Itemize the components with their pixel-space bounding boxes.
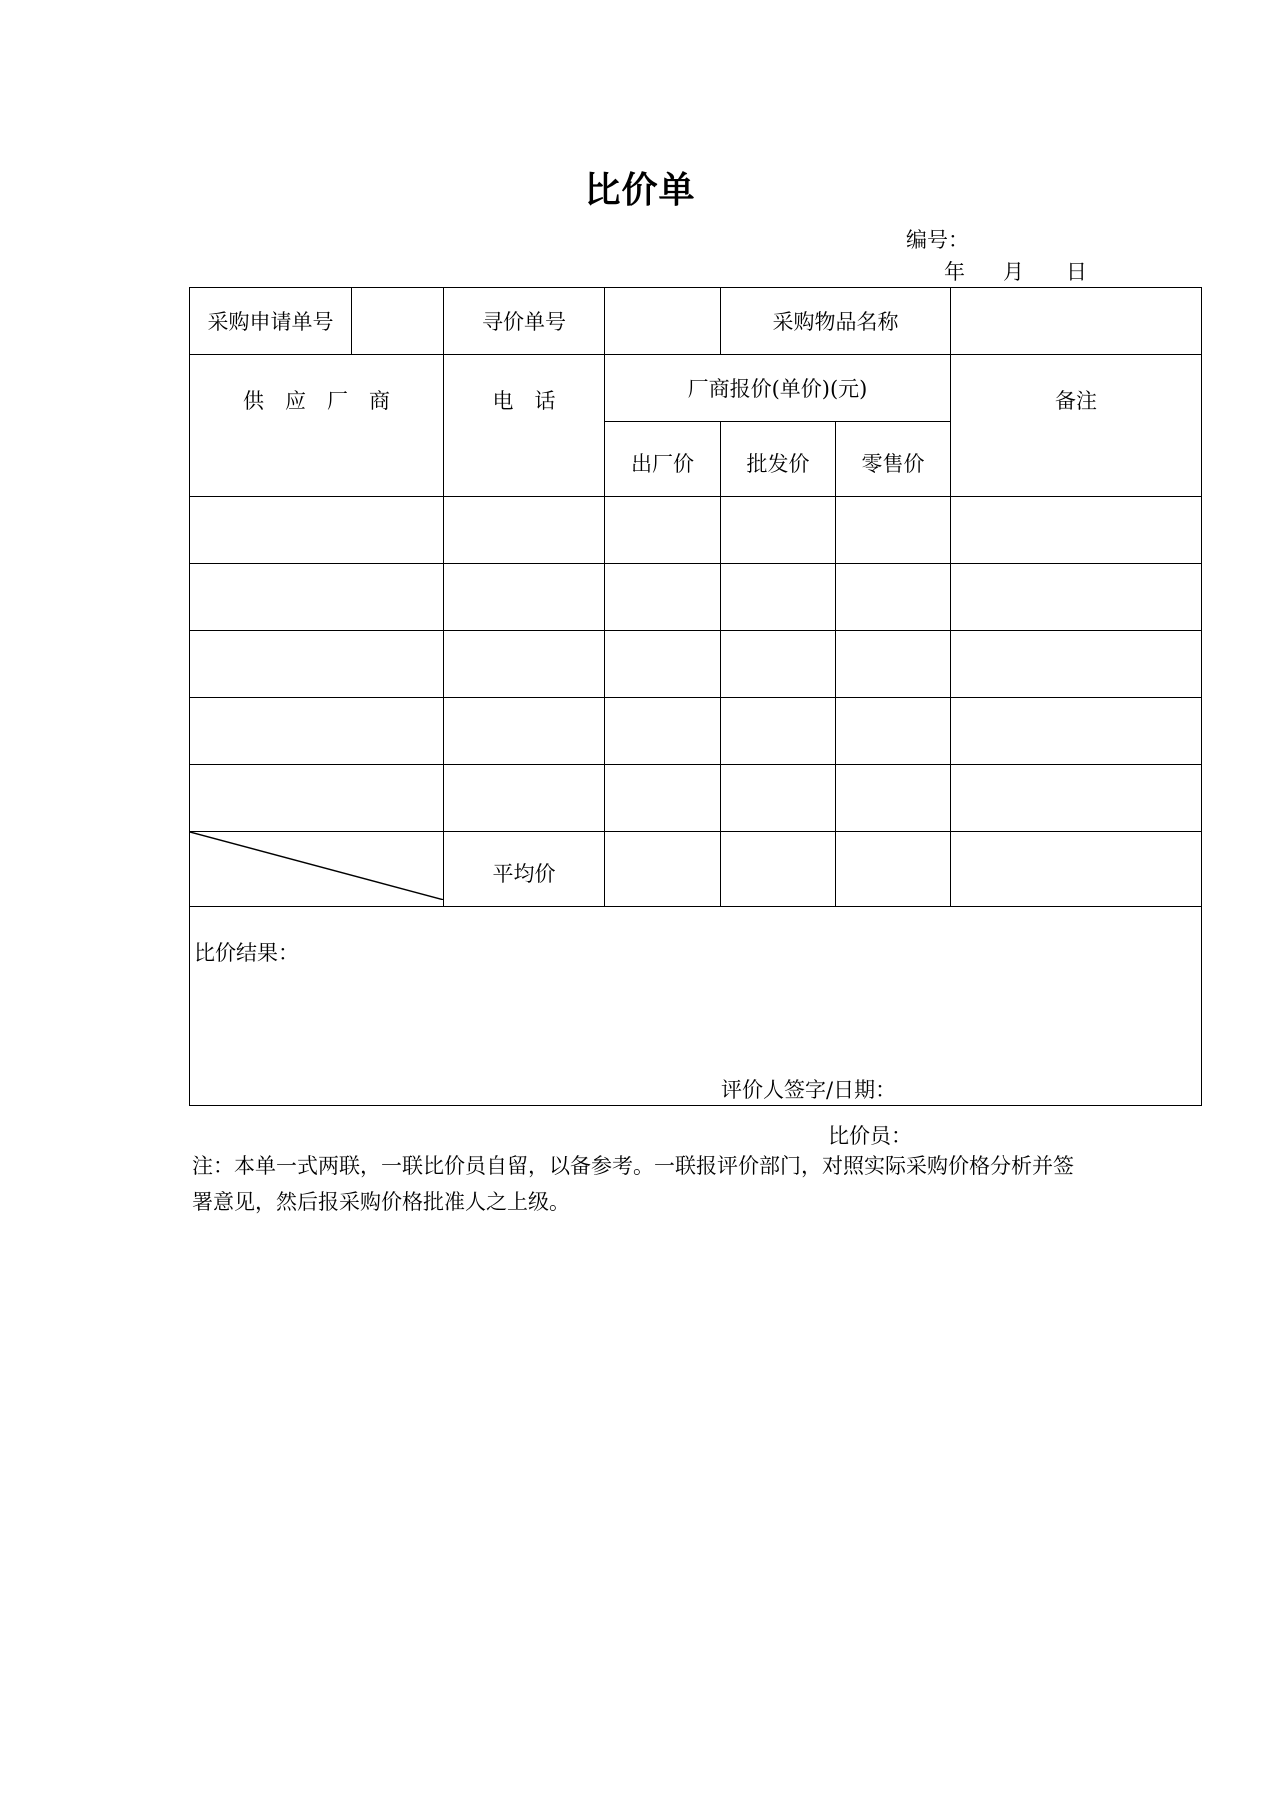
month-label: 月 [1003,260,1024,284]
supplier-header [190,355,444,497]
remark-cell[interactable] [951,698,1202,765]
avg-factory-price-cell[interactable] [605,832,721,907]
result-label: 比价结果： [194,941,299,965]
retail-price-cell[interactable] [836,765,951,832]
factory-price-cell[interactable] [605,698,721,765]
phone-cell[interactable] [444,698,605,765]
table-row [190,497,1202,564]
diagonal-blank-cell [190,832,444,907]
wholesale-price-cell[interactable] [721,698,836,765]
phone-label: 电 话 [492,389,556,413]
wholesale-price-header: 批发价 [721,422,836,497]
comparison-table [189,287,1202,1106]
table-row [190,698,1202,765]
avg-remark-cell[interactable] [951,832,1202,907]
phone-header [444,355,605,497]
table-row [190,355,1202,422]
result-row [190,907,1202,1106]
remark-header [951,355,1202,497]
table-row [190,631,1202,698]
request-no-label: 采购申请单号 [190,288,352,355]
factory-price-cell[interactable] [605,631,721,698]
remark-label: 备注 [1055,389,1097,413]
supplier-cell[interactable] [190,765,444,832]
remark-cell[interactable] [951,765,1202,832]
wholesale-price-cell[interactable] [721,497,836,564]
phone-cell[interactable] [444,765,605,832]
year-label: 年 [944,260,965,284]
retail-price-header: 零售价 [836,422,951,497]
factory-price-header: 出厂价 [605,422,721,497]
table-row [190,765,1202,832]
supplier-cell[interactable] [190,497,444,564]
factory-price-cell[interactable] [605,497,721,564]
phone-cell[interactable] [444,497,605,564]
factory-price-cell[interactable] [605,564,721,631]
remark-cell[interactable] [951,564,1202,631]
wholesale-price-cell[interactable] [721,564,836,631]
evaluator-signature-label: 评价人签字/日期： [721,1078,897,1102]
inquiry-no-input[interactable] [605,288,721,355]
phone-cell[interactable] [444,631,605,698]
wholesale-price-cell[interactable] [721,765,836,832]
document-number-label: 编号： [906,228,969,252]
avg-retail-price-cell[interactable] [836,832,951,907]
average-row [190,832,1202,907]
table-row [190,564,1202,631]
item-name-input[interactable] [951,288,1202,355]
remark-cell[interactable] [951,497,1202,564]
day-label: 日 [1066,260,1087,284]
table-row [190,288,1202,355]
item-name-label: 采购物品名称 [721,288,951,355]
retail-price-cell[interactable] [836,698,951,765]
retail-price-cell[interactable] [836,564,951,631]
diagonal-line [190,832,444,900]
inquiry-no-label: 寻价单号 [444,288,605,355]
comparer-label: 比价员： [828,1124,912,1148]
request-no-input[interactable] [352,288,444,355]
footnote: 注：本单一式两联，一联比价员自留，以备参考。一联报评价部门，对照实际采购价格分析并签署意见，然后报采购价格批准人之上级。 [192,1154,1074,1214]
supplier-label: 供 应 厂 商 [243,389,390,413]
remark-cell[interactable] [951,631,1202,698]
retail-price-cell[interactable] [836,631,951,698]
supplier-cell[interactable] [190,564,444,631]
page-title: 比价单 [584,170,696,211]
avg-wholesale-price-cell[interactable] [721,832,836,907]
phone-cell[interactable] [444,564,605,631]
supplier-cell[interactable] [190,698,444,765]
supplier-cell[interactable] [190,631,444,698]
average-price-label: 平均价 [444,832,605,907]
factory-price-cell[interactable] [605,765,721,832]
wholesale-price-cell[interactable] [721,631,836,698]
retail-price-cell[interactable] [836,497,951,564]
result-area[interactable] [190,907,1202,1106]
date-line [944,256,1087,286]
quote-header: 厂商报价(单价)(元) [605,355,951,422]
